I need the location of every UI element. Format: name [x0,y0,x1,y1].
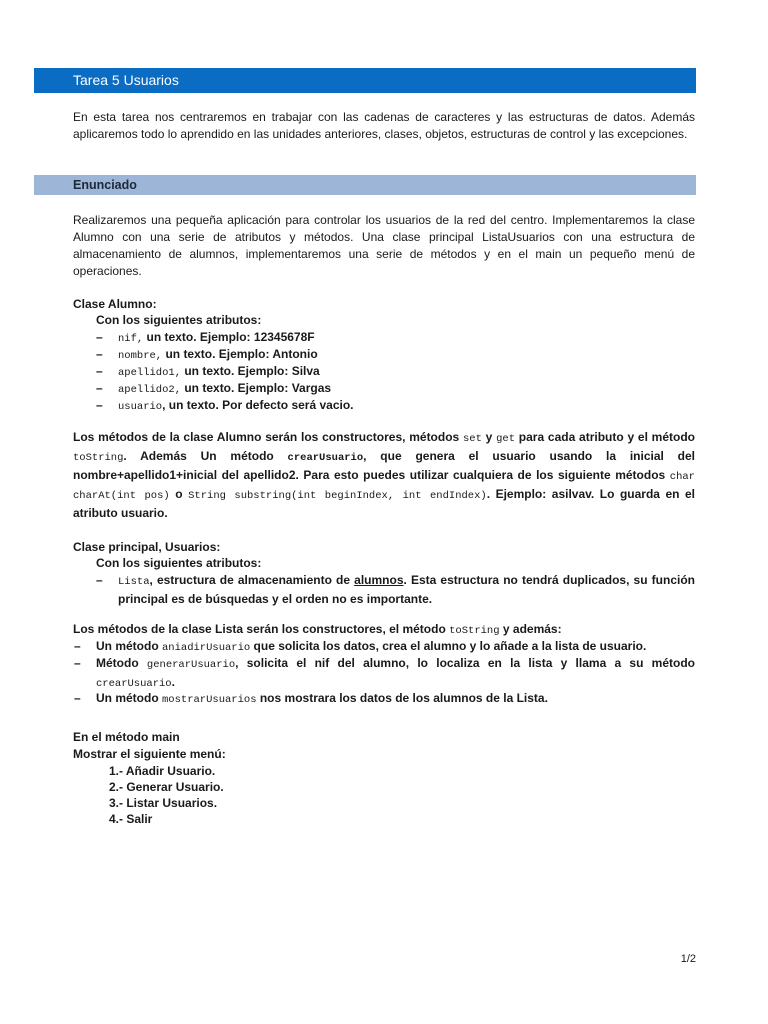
intro-paragraph: En esta tarea nos centraremos en trabajar con las cadenas de caracteres y las estructuras de datos. Además aplicaremos todo lo aprendido en las unidades anteriores, clases, objetos, estructuras de control y las excepciones. [73,110,695,141]
menu-item: 2.- Generar Usuario. [109,780,224,794]
list-item: – usuario, un texto. Por defecto será vacio. [96,398,354,413]
list-item: – Lista, estructura de almacenamiento de alumnos. Esta estructura no tendrá duplicados, su función principal es de búsquedas y el orden no es importante. [96,573,695,606]
section-heading: Enunciado [34,175,696,195]
list-item: – apellido1, un texto. Ejemplo: Silva [96,364,320,379]
main-heading: En el método main [73,730,180,744]
list-item: – Un método mostrarUsuarios nos mostrara los datos de los alumnos de la Lista. [74,691,548,706]
enunciado-paragraph: Realizaremos una pequeña aplicación para controlar los usuarios de la red del centro. Implementaremos la clase Alumno con una serie de atributos y métodos. Una clase principal ListaUsuarios con una estructura de almacenamiento de alumnos, implementaremos una serie de métodos y en el main un pequeño menú de operaciones. [73,213,695,278]
principal-heading: Clase principal, Usuarios: [73,540,221,554]
alumno-methods-paragraph: Los métodos de la clase Alumno serán los constructores, métodos set y get para cada atributo y el método toString. Además Un método crearUsuario, que genera el usuario usando la inicial del nombre+apellido1+inicial del apellido2. Para esto puedes utilizar cualquiera de los siguiente métodos char charAt(int pos) o String substring(int beginIndex, int endIndex). Ejemplo: asilvav. Lo guarda en el atributo usuario. [73,430,696,520]
list-item: – apellido2, un texto. Ejemplo: Vargas [96,381,332,396]
menu-item: 4.- Salir [109,812,153,826]
menu-item: 3.- Listar Usuarios. [109,796,218,810]
list-item: – nif, un texto. Ejemplo: 12345678F [96,330,315,345]
lista-methods-intro: Los métodos de la clase Lista serán los constructores, el método toString y además: [73,622,562,637]
document-title: Tarea 5 Usuarios [34,68,696,93]
list-item: – nombre, un texto. Ejemplo: Antonio [96,347,318,362]
page-number: 1/2 [680,953,696,965]
menu-item: 1.- Añadir Usuario. [109,764,216,778]
alumno-subheading: Con los siguientes atributos: [96,313,262,327]
principal-subheading: Con los siguientes atributos: [96,556,262,570]
list-item: – Un método aniadirUsuario que solicita los datos, crea el alumno y lo añade a la lista de usuario. [74,639,647,654]
list-item: – Método generarUsuario, solicita el nif del alumno, lo localiza en la lista y llama a su método crearUsuario. [74,656,696,690]
main-subheading: Mostrar el siguiente menú: [73,747,226,761]
alumno-heading: Clase Alumno: [73,297,157,311]
